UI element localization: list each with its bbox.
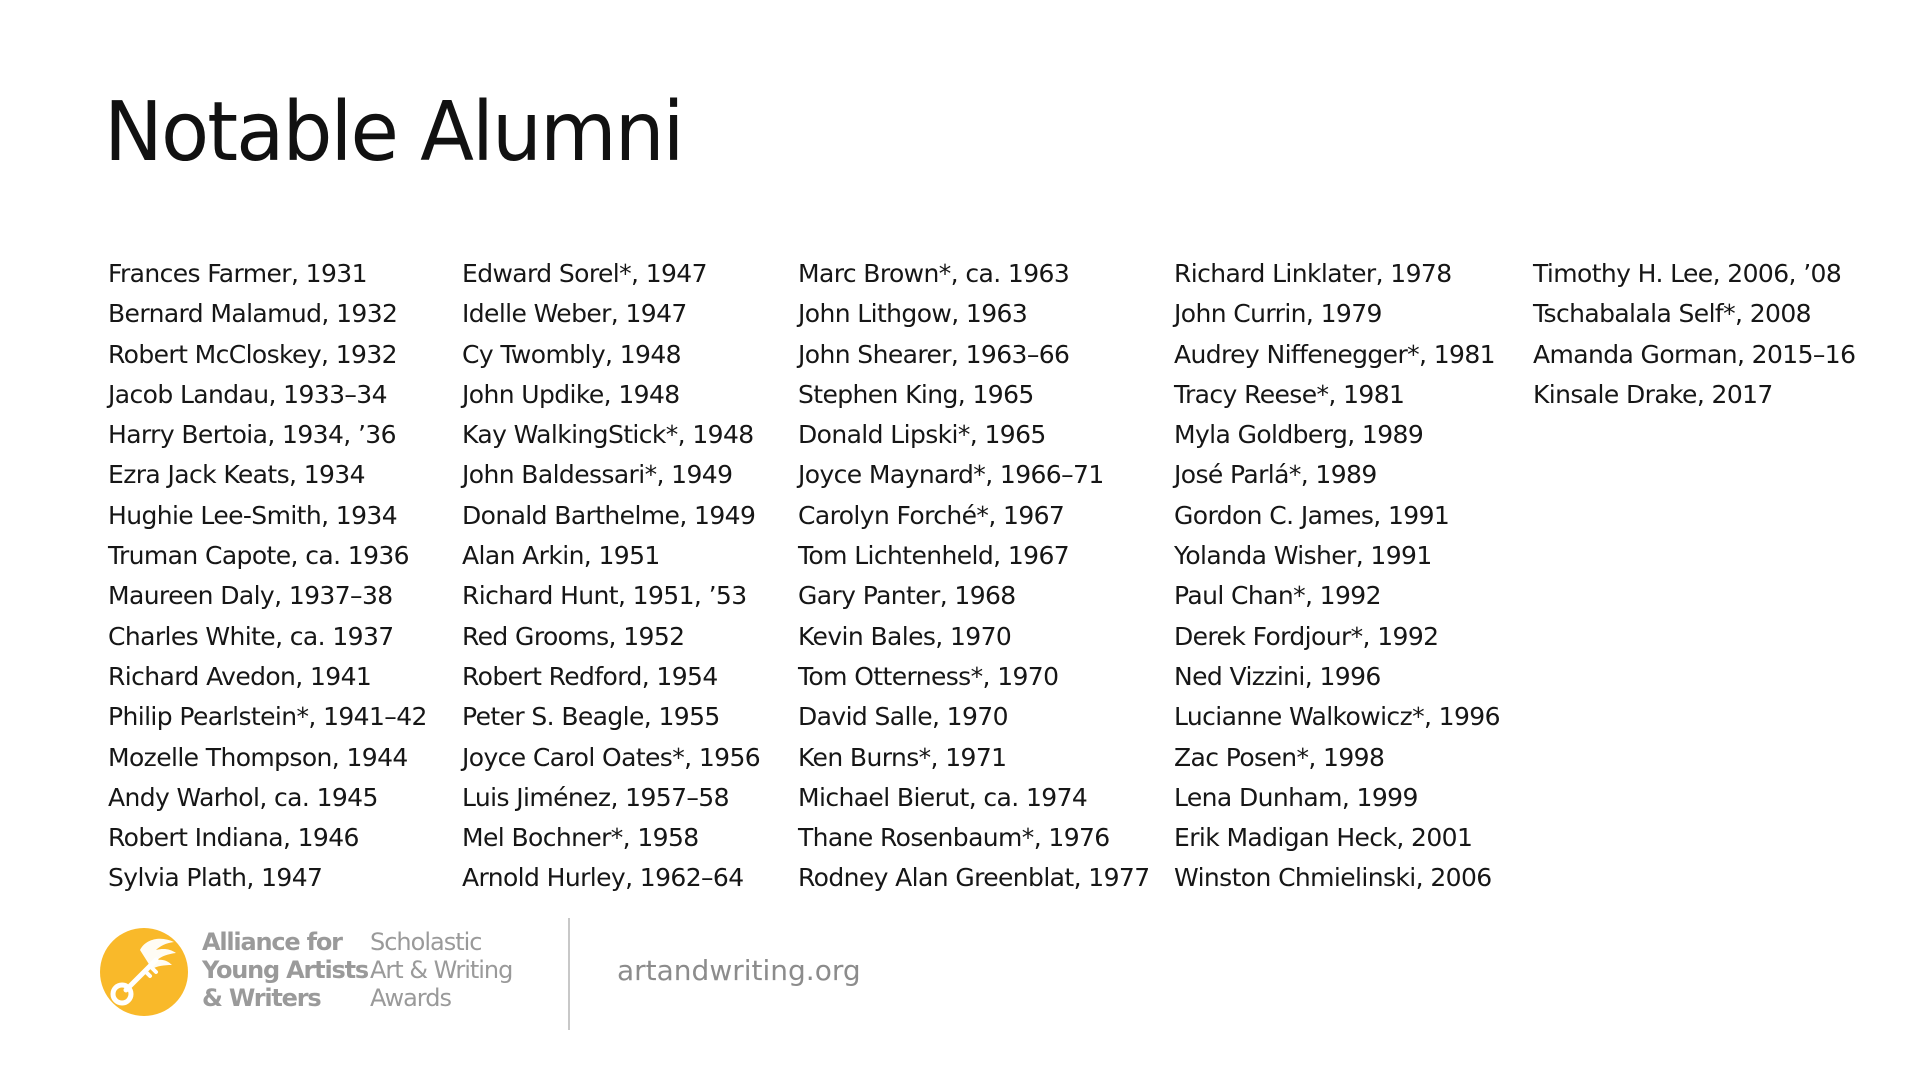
alumni-name: Gary Panter, 1968 xyxy=(798,581,1016,611)
alumni-name: Tracy Reese*, 1981 xyxy=(1174,379,1405,409)
alumni-name: Robert McCloskey, 1932 xyxy=(108,339,397,369)
alumni-name: Tom Otterness*, 1970 xyxy=(798,661,1059,691)
footer xyxy=(100,918,900,1030)
alumni-name: Andy Warhol, ca. 1945 xyxy=(108,782,378,812)
alumni-name: Mel Bochner*, 1958 xyxy=(462,823,699,853)
alumni-name: Richard Hunt, 1951, ’53 xyxy=(462,581,747,611)
alumni-name: Winston Chmielinski, 2006 xyxy=(1174,863,1492,893)
alumni-name: Timothy H. Lee, 2006, ’08 xyxy=(1533,259,1842,288)
alumni-list xyxy=(0,254,1920,914)
alumni-name: Hughie Lee-Smith, 1934 xyxy=(108,500,398,530)
alumni-name: Luis Jiménez, 1957–58 xyxy=(462,782,729,812)
alumni-name: Red Grooms, 1952 xyxy=(462,621,685,651)
alumni-name: Richard Linklater, 1978 xyxy=(1174,259,1452,288)
alumni-column-1 xyxy=(108,254,427,899)
alumni-name: José Parlá*, 1989 xyxy=(1174,460,1377,490)
alumni-name: Kay WalkingStick*, 1948 xyxy=(462,420,754,450)
alumni-name: Stephen King, 1965 xyxy=(798,379,1034,409)
alumni-name: Kinsale Drake, 2017 xyxy=(1533,379,1773,409)
alumni-name: John Updike, 1948 xyxy=(462,379,680,409)
winged-key-icon xyxy=(100,928,188,1016)
alumni-name: Peter S. Beagle, 1955 xyxy=(462,702,720,732)
alumni-name: Sylvia Plath, 1947 xyxy=(108,863,323,893)
alumni-name: Cy Twombly, 1948 xyxy=(462,339,681,369)
alumni-name: Edward Sorel*, 1947 xyxy=(462,259,707,288)
alumni-name: Joyce Maynard*, 1966–71 xyxy=(798,460,1104,490)
alumni-column-4 xyxy=(1174,254,1500,899)
footer-divider xyxy=(568,918,570,1030)
alumni-name: Donald Lipski*, 1965 xyxy=(798,420,1046,450)
alumni-name: Bernard Malamud, 1932 xyxy=(108,299,398,329)
alumni-name: Rodney Alan Greenblat, 1977 xyxy=(798,863,1150,893)
alumni-name: Zac Posen*, 1998 xyxy=(1174,742,1385,772)
alumni-column-2 xyxy=(462,254,760,899)
alumni-name: John Currin, 1979 xyxy=(1174,299,1382,329)
alumni-name: Yolanda Wisher, 1991 xyxy=(1174,541,1432,571)
alumni-column-5 xyxy=(1533,254,1855,415)
alumni-name: Derek Fordjour*, 1992 xyxy=(1174,621,1439,651)
website-link[interactable]: artandwriting.org xyxy=(617,954,861,987)
alumni-name: Mozelle Thompson, 1944 xyxy=(108,742,408,772)
alumni-name: Jacob Landau, 1933–34 xyxy=(108,379,387,409)
alumni-name: Audrey Niffenegger*, 1981 xyxy=(1174,339,1495,369)
page-title: Notable Alumni xyxy=(104,85,683,180)
alumni-name: Tschabalala Self*, 2008 xyxy=(1533,299,1811,329)
alumni-name: Richard Avedon, 1941 xyxy=(108,661,372,691)
alumni-name: Harry Bertoia, 1934, ’36 xyxy=(108,420,396,450)
alumni-column-3 xyxy=(798,254,1150,899)
alumni-name: Gordon C. James, 1991 xyxy=(1174,500,1450,530)
alumni-name: Tom Lichtenheld, 1967 xyxy=(798,541,1070,571)
alumni-name: Thane Rosenbaum*, 1976 xyxy=(798,823,1110,853)
alumni-name: Joyce Carol Oates*, 1956 xyxy=(462,742,761,772)
alumni-name: John Shearer, 1963–66 xyxy=(798,339,1070,369)
alumni-name: Arnold Hurley, 1962–64 xyxy=(462,863,744,893)
scholastic-line-2: Art & Writing xyxy=(370,956,513,984)
alumni-name: John Baldessari*, 1949 xyxy=(462,460,733,490)
alliance-logo-text xyxy=(202,928,368,1012)
alumni-name: David Salle, 1970 xyxy=(798,702,1008,732)
alumni-name: Ned Vizzini, 1996 xyxy=(1174,661,1381,691)
alliance-line-2: Young Artists xyxy=(202,956,368,984)
alumni-name: Myla Goldberg, 1989 xyxy=(1174,420,1424,450)
alumni-name: Ken Burns*, 1971 xyxy=(798,742,1007,772)
alumni-name: Ezra Jack Keats, 1934 xyxy=(108,460,365,490)
alumni-name: Donald Barthelme, 1949 xyxy=(462,500,756,530)
alumni-name: Robert Redford, 1954 xyxy=(462,661,718,691)
alumni-name: Kevin Bales, 1970 xyxy=(798,621,1012,651)
alumni-name: John Lithgow, 1963 xyxy=(798,299,1028,329)
alumni-name: Robert Indiana, 1946 xyxy=(108,823,359,853)
alumni-name: Lucianne Walkowicz*, 1996 xyxy=(1174,702,1500,732)
alumni-name: Truman Capote, ca. 1936 xyxy=(108,541,409,571)
alumni-name: Frances Farmer, 1931 xyxy=(108,259,367,288)
alumni-name: Michael Bierut, ca. 1974 xyxy=(798,782,1088,812)
alumni-name: Erik Madigan Heck, 2001 xyxy=(1174,823,1473,853)
alumni-name: Carolyn Forché*, 1967 xyxy=(798,500,1065,530)
alumni-name: Charles White, ca. 1937 xyxy=(108,621,394,651)
alumni-name: Philip Pearlstein*, 1941–42 xyxy=(108,702,427,732)
scholastic-line-1: Scholastic xyxy=(370,928,482,956)
alumni-name: Paul Chan*, 1992 xyxy=(1174,581,1381,611)
alumni-name: Idelle Weber, 1947 xyxy=(462,299,687,329)
alumni-name: Alan Arkin, 1951 xyxy=(462,541,660,571)
alliance-line-1: Alliance for xyxy=(202,928,342,956)
alumni-name: Marc Brown*, ca. 1963 xyxy=(798,259,1070,288)
alliance-line-3: & Writers xyxy=(202,984,321,1012)
scholastic-line-3: Awards xyxy=(370,984,451,1012)
alumni-name: Amanda Gorman, 2015–16 xyxy=(1533,339,1856,369)
alumni-name: Lena Dunham, 1999 xyxy=(1174,782,1418,812)
scholastic-awards-logo-text xyxy=(370,928,512,1012)
alumni-name: Maureen Daly, 1937–38 xyxy=(108,581,393,611)
